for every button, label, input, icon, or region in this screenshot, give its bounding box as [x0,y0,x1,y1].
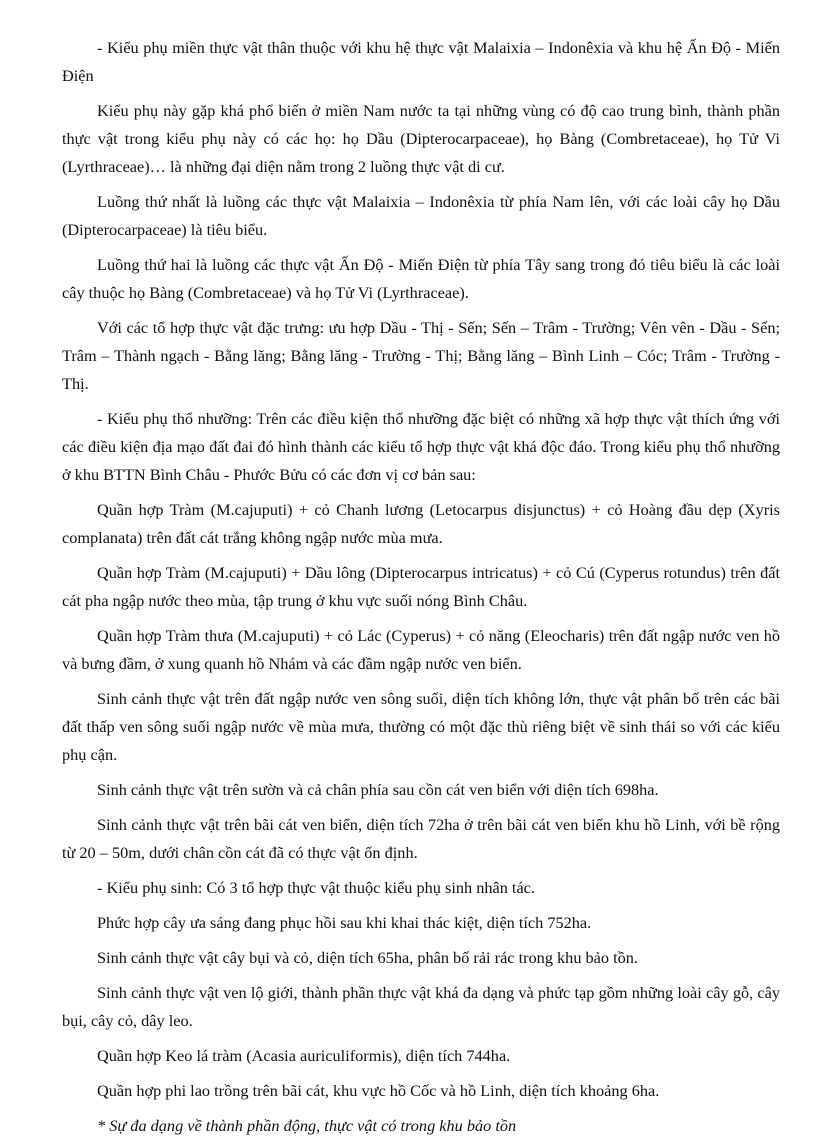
paragraph-first-migration-stream: Luồng thứ nhất là luồng các thực vật Malaixia – Indonêxia từ phía Nam lên, với các loài cây họ Dầu (Dipterocarpaceae) là tiêu biểu. [62,192,780,239]
paragraph-dune-slope-habitat: Sinh cảnh thực vật trên sườn và cả chân phía sau cồn cát ven biển với diện tích 698ha. [97,780,659,799]
section-heading-biodiversity: * Sự đa dạng về thành phần động, thực vật có trong khu bảo tồn [97,1116,517,1135]
paragraph-subtype-description: Kiểu phụ này gặp khá phổ biến ở miền Nam nước ta tại những vùng có độ cao trung bình, thành phần thực vật trong kiểu phụ này có các họ: họ Dầu (Dipterocarpaceae), họ Bàng (Combretaceae), họ Tử Vi (Lyrthraceae)… là những đại diện nằm trong 2 luồng thực vật di cư. [62,101,780,176]
paragraph-subtype-malaysia-indonesia: - Kiểu phụ miền thực vật thân thuộc với khu hệ thực vật Malaixia – Indonêxia và khu hệ Ấn Độ - Miến Điện [62,38,780,85]
paragraph-beach-sand-habitat: Sinh cảnh thực vật trên bãi cát ven biển, diện tích 72ha ở trên bãi cát ven biển khu hồ Linh, với bề rộng từ 20 – 50m, dưới chân cồn cát đã có thực vật ổn định. [62,815,780,862]
document-body [62,34,780,1147]
paragraph-light-demanding-complex: Phức hợp cây ưa sáng đang phục hồi sau khi khai thác kiệt, diện tích 752ha. [97,913,592,932]
paragraph-anthropogenic-subtype: - Kiểu phụ sinh: Có 3 tổ hợp thực vật thuộc kiểu phụ sinh nhân tác. [97,878,535,897]
paragraph-acacia-stand: Quần hợp Keo lá tràm (Acasia auriculiformis), diện tích 744ha. [97,1046,511,1065]
paragraph-casuarina-plantation: Quần hợp phi lao trồng trên bãi cát, khu vực hồ Cốc và hồ Linh, diện tích khoảng 6ha. [97,1081,660,1100]
paragraph-melaleuca-white-sand: Quần hợp Tràm (M.cajuputi) + cỏ Chanh lương (Letocarpus disjunctus) + cỏ Hoàng đầu dẹp (Xyris complanata) trên đất cát trắng không ngập nước mùa mưa. [62,500,780,547]
paragraph-shrub-grass-habitat: Sinh cảnh thực vật cây bụi và cỏ, diện tích 65ha, phân bố rải rác trong khu bảo tồn. [97,948,638,967]
paragraph-characteristic-assemblages: Với các tổ hợp thực vật đặc trưng: ưu hợp Dầu - Thị - Sến; Sến – Trâm - Trường; Vên vên - Dầu - Sến; Trâm – Thành ngạch - Bằng lăng; Bằng lăng - Trường - Thị; Bằng lăng – Bình Linh – Cóc; Trâm - Trường - Thị. [62,318,780,393]
paragraph-second-migration-stream: Luồng thứ hai là luồng các thực vật Ấn Độ - Miến Điện từ phía Tây sang trong đó tiêu biểu là các loài cây thuộc họ Bàng (Combretaceae) và họ Tử Vi (Lyrthraceae). [62,255,780,302]
paragraph-edaphic-subtype: - Kiểu phụ thổ nhưỡng: Trên các điều kiện thổ nhưỡng đặc biệt có những xã hợp thực vật thích ứng với các điều kiện địa mạo đất đai đó hình thành các kiểu tổ hợp thực vật khá độc đáo. Trong kiểu phụ thổ nhưỡng ở khu BTTN Bình Châu - Phước Bửu có các đơn vị cơ bản sau: [62,409,780,484]
paragraph-melaleuca-dipterocarpus: Quần hợp Tràm (M.cajuputi) + Dầu lông (Dipterocarpus intricatus) + cỏ Cú (Cyperus rotundus) trên đất cát pha ngập nước theo mùa, tập trung ở khu vực suối nóng Bình Châu. [62,563,780,610]
paragraph-sparse-melaleuca: Quần hợp Tràm thưa (M.cajuputi) + cỏ Lác (Cyperus) + cỏ năng (Eleocharis) trên đất ngập nước ven hồ và bưng đầm, ở xung quanh hồ Nhám và các đầm ngập nước ven biển. [62,626,780,673]
paragraph-roadside-habitat: Sinh cảnh thực vật ven lộ giới, thành phần thực vật khá đa dạng và phức tạp gồm những loài cây gỗ, cây bụi, cây cỏ, dây leo. [62,983,780,1030]
paragraph-riparian-wetland: Sinh cảnh thực vật trên đất ngập nước ven sông suối, diện tích không lớn, thực vật phân bố trên các bãi đất thấp ven sông suối ngập nước về mùa mưa, thường có một đặc thù riêng biệt về sinh thái so với các kiểu phụ cận. [62,689,780,764]
